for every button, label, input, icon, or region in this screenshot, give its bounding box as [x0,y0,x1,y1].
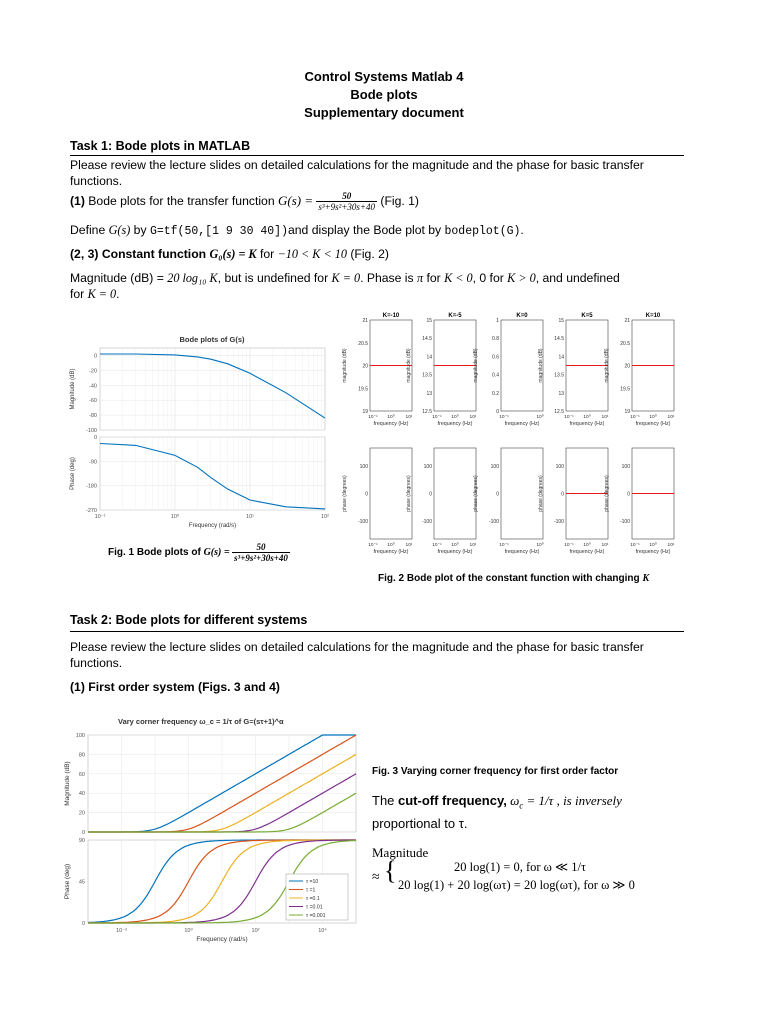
fig2-panel-title: K=10 [645,313,661,319]
fig2-mag-axes [501,320,543,411]
fig2-phase-x-tick: 10⁻¹ [564,543,574,548]
item1-prefix: (1) [70,194,85,208]
fig2-mag-tick-label: 1 [496,318,499,324]
magnitude-case1: 20 log(1) = 0, for ω ≪ 1/τ [454,860,586,874]
fig1-mag-tick-label: -100 [85,428,97,434]
fig2-phase-x-tick: 10⁰ [583,543,591,548]
fig2-mag-tick-label: 12.5 [422,409,432,415]
fig1-x-tick-label: 10¹ [246,514,254,520]
fig2-constant-function-chart [338,308,690,566]
doc-title-line3: Supplementary document [304,105,464,120]
fig2-phase-x-tick: 10⁰ [536,543,544,548]
fig3-phase-tick-label: 45 [78,879,85,886]
fig2-phase-tick-label: 0 [496,491,499,498]
fig2-phase-xlabel: frequency (Hz) [437,549,473,555]
fig3-mag-tick-label: 0 [81,830,85,836]
fig3-legend-label: τ =1 [306,887,316,894]
fig2-mag-tick-label: 13 [558,390,564,397]
task2-heading: Task 2: Bode plots for different systems [70,613,308,627]
doc-title-line2: Bode plots [350,87,418,102]
fig2-phase-tick-label: 0 [561,491,564,498]
fig2-phase-tick-label: 100 [359,464,368,470]
fig2-phase-tick-label: 100 [490,464,499,470]
fig2-phase-tick-label: -100 [488,519,499,525]
fig2-phase-tick-label: 100 [621,464,630,470]
fig3-x-tick-label: 10² [251,928,260,934]
fig3-ylabel-mag: Magnitude (dB) [64,761,71,806]
fig3-mag-tick-label: 100 [75,733,85,739]
cutoff-b: cut-off frequency, [398,793,507,808]
fig3-mag-tick-label: 60 [78,771,85,778]
task2-rule [70,631,684,632]
fig3-x-tick-label: 10⁴ [318,928,327,934]
fig2-phase-tick-label: -100 [421,519,432,525]
fig2-panel-title: K=-10 [382,313,400,319]
fig2-phase-tick-label: 0 [627,491,630,498]
item1-fraction [316,191,377,212]
fig2-caption-k: K [642,573,650,584]
fig2-phase-tick-label: 0 [365,491,368,498]
fig3-legend-label: τ =0.001 [306,913,326,919]
fig2-mag-tick-label: 13.5 [422,372,432,379]
fig3-mag-tick-label: 40 [78,791,85,798]
mag-kneg: K < 0 [444,271,473,285]
define-code1: G=tf(50,[1 9 30 40]) [149,225,288,238]
fig2-phase-x-tick: 10¹ [469,543,477,548]
define-d: . [520,223,524,237]
fig2-phase-ylabel: phase (degrees) [406,475,412,512]
fig2-mag-x-tick: 10⁰ [387,415,395,420]
fig1-x-tick-label: 10⁻¹ [94,514,106,520]
fig1-ylabel-mag: Magnitude (dB) [70,368,76,410]
fig2-mag-tick-label: 20.5 [358,340,368,347]
fig1-x-tick-label: 10⁰ [170,514,180,520]
fig2-mag-tick-label: 21 [624,318,630,324]
mag-pi: π [416,271,424,285]
fig2-phase-axes [501,448,543,539]
fig2-phase-x-tick: 10¹ [601,543,609,548]
cutoff-sub: c [519,800,524,811]
magnitude-case2: 20 log(1) + 20 log(ωτ) = 20 log(ωτ), for ω ≫ 0 [398,878,635,892]
fig3-mag-tick-label: 80 [78,752,85,759]
fig2-mag-x-tick: 10⁰ [583,415,591,420]
fig1-mag-tick-label: -40 [89,383,97,390]
task2-intro: Please review the lecture slides on detailed calculations for the magnitude and the phase for basic transfer functions. [70,640,644,670]
fig2-phase-tick-label: -100 [619,519,630,525]
define-a: Define [70,223,109,237]
item2-mid: for [256,247,278,261]
fig2-mag-tick-label: 19.5 [620,386,630,393]
fig2-mag-tick-label: 20 [362,363,368,370]
fig2-mag-tick-label: 0.4 [492,372,499,379]
fig1-bode-chart [60,330,335,535]
define-c: and display the Bode plot by [287,223,445,237]
mag-kpos: K > 0 [507,271,536,285]
fig2-mag-x-tick: 10¹ [469,415,477,420]
fig2-phase-tick-label: 100 [555,464,564,470]
fig2-mag-x-tick: 10⁻¹ [368,415,378,420]
mag-f: , and undefined [535,271,620,285]
fig2-mag-xlabel: frequency (Hz) [504,421,540,427]
fig1-caption-func: G(s) = [203,547,233,559]
fig2-mag-tick-label: 21 [362,318,368,324]
fig1-phase-tick-label: 0 [93,435,97,441]
mag-k0b: K = 0 [87,287,117,301]
item2-func: G₀(s) = K [209,247,257,261]
fig2-caption [378,573,649,584]
fig2-phase-tick-label: 100 [423,464,432,470]
fig1-phase-tick-label: -90 [89,459,97,466]
mag-k0: K = 0 [331,271,361,285]
fig2-mag-tick-label: 19 [362,409,368,415]
mag-a: Magnitude (dB) = [70,271,168,285]
define-code2: bodeplot(G) [444,225,521,238]
fig2-mag-tick-label: 14 [426,354,432,361]
item2-ref: (Fig. 2) [346,247,389,261]
item2-prefix: (2, 3) Constant function [70,247,210,261]
fig2-mag-tick-label: 14.5 [422,336,432,343]
fig2-mag-ylabel: magnitude (dB) [538,348,544,383]
fig1-phase-tick-label: -180 [85,483,97,490]
fig2-mag-xlabel: frequency (Hz) [437,421,473,427]
fig2-mag-tick-label: 14 [558,354,564,361]
fig2-phase-x-tick: 10¹ [405,543,413,548]
fig2-phase-x-tick: 10⁻¹ [630,543,640,548]
cutoff-omega: ω [506,793,520,808]
fig2-phase-tick-label: 0 [429,491,432,498]
define-g: G(s) [108,223,131,237]
fig2-mag-tick-label: 19 [624,409,630,415]
fig2-panel-title: K=-5 [448,313,462,319]
fig2-mag-x-tick: 10⁰ [649,415,657,420]
fig1-ylabel-phase: Phase (deg) [70,457,76,490]
task1-item2 [70,246,690,262]
mag-e: , 0 for [472,271,508,285]
fig2-mag-x-tick: 10⁻¹ [564,415,574,420]
magnitude-brace: { [384,856,397,885]
fig3-legend-label: τ =0.1 [306,896,320,902]
fig2-mag-x-tick: 10¹ [601,415,609,420]
fig2-mag-tick-label: 0 [496,409,499,415]
fig2-mag-tick-label: 13.5 [554,372,564,379]
fig2-phase-x-tick: 10⁻¹ [499,543,509,548]
fig1-mag-tick-label: -20 [89,368,97,375]
fig1-caption-den: s³+9s²+30s+40 [234,553,288,563]
fig2-mag-x-tick: 10⁰ [451,415,459,420]
item1-func: G(s) = [277,193,317,208]
fig2-mag-x-tick: 10¹ [667,415,675,420]
fig2-mag-tick-label: 15 [426,318,432,324]
define-b: by [130,223,150,237]
fig2-mag-x-tick: 10⁰ [536,415,544,420]
fig2-mag-ylabel: magnitude (dB) [604,348,610,383]
fig2-mag-xlabel: frequency (Hz) [635,421,671,427]
fig2-phase-xlabel: frequency (Hz) [373,549,409,555]
fig1-caption-num: 50 [232,542,290,553]
fig2-phase-tick-label: -100 [553,519,564,525]
mag-g: for [70,287,88,301]
cutoff-line2: proportional to τ. [372,815,468,831]
item1-text: Bode plots for the transfer function [84,194,278,208]
fig2-phase-x-tick: 10⁰ [451,543,459,548]
fig2-phase-x-tick: 10⁻¹ [368,543,378,548]
fig2-mag-tick-label: 15 [558,318,564,324]
fig2-mag-tick-label: 14.5 [554,336,564,343]
fig1-phase-axes [100,437,325,510]
fig3-legend-label: τ =10 [306,879,319,885]
fig1-title: Bode plots of G(s) [179,335,245,344]
fig2-mag-tick-label: 20.5 [620,340,630,347]
cutoff-a: The [372,793,399,808]
fig2-mag-x-tick: 10⁻¹ [432,415,442,420]
mag-d: for [423,271,445,285]
item2-range: −10 < K < 10 [277,247,347,261]
fig2-mag-xlabel: frequency (Hz) [569,421,605,427]
fig2-mag-tick-label: 0.8 [492,336,499,343]
fig1-mag-tick-label: -80 [89,413,97,420]
fig3-title: Vary corner frequency ω_c = 1/τ of G=(sτ+1)^α [118,717,284,726]
fig2-panel-title: K=5 [581,313,593,319]
task1-define [70,222,690,240]
fig1-mag-axes [100,348,325,430]
fig2-mag-tick-label: 12.5 [554,409,564,415]
doc-title-line1: Control Systems Matlab 4 [304,69,464,84]
fig2-mag-tick-label: 19.5 [358,386,368,393]
fig2-phase-axes [434,448,476,539]
fig2-phase-x-tick: 10⁻¹ [432,543,442,548]
task1-magnitude-note [70,270,690,302]
frac-num: 50 [316,191,377,202]
fig2-phase-xlabel: frequency (Hz) [569,549,605,555]
task2-item1: (1) First order system (Figs. 3 and 4) [70,680,280,694]
mag-h: . [116,287,120,301]
fig1-caption-prefix: Fig. 1 Bode plots of [108,547,204,559]
fig2-mag-xlabel: frequency (Hz) [373,421,409,427]
fig2-phase-ylabel: phase (degrees) [604,475,610,512]
fig3-x-tick-label: 10⁰ [184,928,193,934]
mag-b: , but is undefined for [217,271,332,285]
fig2-mag-tick-label: 0.6 [492,354,499,361]
fig2-phase-ylabel: phase (degrees) [473,475,479,512]
fig2-phase-ylabel: phase (degrees) [538,475,544,512]
fig2-mag-x-tick: 10⁻¹ [630,415,640,420]
fig1-caption-frac [232,542,290,563]
fig2-mag-ylabel: magnitude (dB) [342,348,348,383]
fig3-phase-tick-label: 0 [81,921,85,927]
fig3-caption: Fig. 3 Varying corner frequency for first order factor [372,766,619,777]
item1-ref: (Fig. 1) [380,194,419,208]
fig3-corner-frequency-chart [58,708,363,956]
fig3-xlabel: Frequency (rad/s) [196,936,248,943]
fig2-phase-ylabel: phase (degrees) [342,475,348,512]
fig1-xlabel: Frequency (rad/s) [188,523,237,529]
fig1-caption [108,542,290,563]
fig3-phase-tick-label: 90 [78,838,85,844]
fig3-x-tick-label: 10⁻² [116,928,127,934]
fig1-x-tick-label: 10² [321,514,329,520]
fig2-mag-x-tick: 10⁻¹ [499,415,509,420]
magnitude-approx: ≈ [372,870,380,885]
fig1-mag-tick-label: -60 [89,398,97,405]
fig2-phase-xlabel: frequency (Hz) [504,549,540,555]
cutoff-text [372,792,682,833]
fig1-phase-tick-label: -270 [85,508,97,514]
frac-den: s³+9s²+30s+40 [318,202,375,213]
fig2-phase-tick-label: -100 [357,519,368,525]
task1-rule [70,155,684,156]
fig2-mag-x-tick: 10¹ [405,415,413,420]
fig2-panel-title: K=0 [516,313,528,319]
task1-item1 [70,190,690,216]
fig2-phase-x-tick: 10⁰ [649,543,657,548]
fig1-mag-tick-label: 0 [93,353,97,360]
fig2-mag-tick-label: 20 [624,363,630,370]
mag-c: . Phase is [360,271,417,285]
fig2-caption-text: Fig. 2 Bode plot of the constant function with changing [378,573,643,584]
cutoff-d: = 1/τ , is inversely [523,793,622,808]
fig3-mag-tick-label: 20 [78,810,85,817]
fig2-phase-x-tick: 10¹ [667,543,675,548]
magnitude-label: Magnitude [372,845,429,860]
fig2-phase-x-tick: 10⁰ [387,543,395,548]
fig3-ylabel-phase: Phase (deg) [64,863,71,900]
task1-heading: Task 1: Bode plots in MATLAB [70,139,251,153]
fig3-legend-label: τ =0.01 [306,904,323,911]
fig2-phase-xlabel: frequency (Hz) [635,549,671,555]
task1-intro: Please review the lecture slides on detailed calculations for the magnitude and the phase for basic transfer functions. [70,158,644,188]
fig2-mag-ylabel: magnitude (dB) [406,348,412,383]
fig2-mag-tick-label: 13 [426,390,432,397]
mag-formula: 20 log₁₀ K [167,271,218,285]
fig2-mag-ylabel: magnitude (dB) [473,348,479,383]
fig2-mag-tick-label: 0.2 [492,390,499,397]
